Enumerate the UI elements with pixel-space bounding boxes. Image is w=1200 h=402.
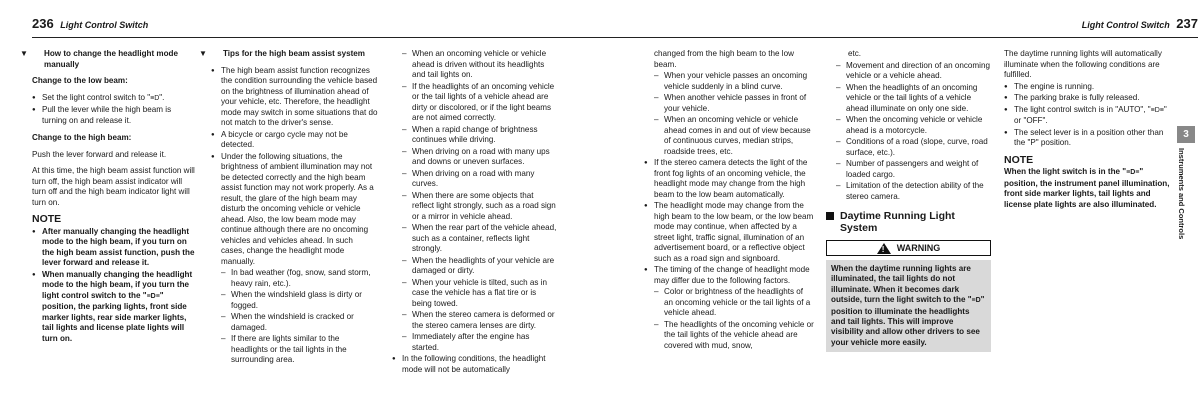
list-item: ● The timing of the change of headlight mode may differ due to the following factors. xyxy=(644,265,814,286)
right-col-1 xyxy=(644,49,814,352)
manual-mode-heading: ▼ How to change the headlight mode manually xyxy=(20,49,179,69)
low-beam-heading: Change to the low beam: xyxy=(32,76,128,85)
list-item: – The headlights of the oncoming vehicle or the tail lights of the vehicle ahead are covered with mud, snow, xyxy=(652,320,814,352)
list-item: – If there are lights similar to the headlights or the tail lights in the surrounding area. xyxy=(219,334,378,366)
factor-dash-list xyxy=(652,287,814,351)
list-item: ● In the following conditions, the headlight mode will not be automatically xyxy=(392,354,557,375)
list-item: – Movement and direction of an oncoming vehicle or a vehicle ahead. xyxy=(834,61,991,82)
list-item: – Limitation of the detection ability of the stereo camera. xyxy=(834,181,991,202)
square-bullet-icon xyxy=(826,212,834,220)
left-page-number: 236 xyxy=(32,16,54,31)
note-title: NOTE xyxy=(1004,153,1034,166)
list-item: ● After manually changing the headlight mode to the high beam, if you turn on the high beam assist function, push the lever forward and release it. xyxy=(32,227,196,269)
list-item: – When a rapid change of brightness continues while driving. xyxy=(400,125,557,146)
drl-intro: The daytime running lights will automatically illuminate when the following conditions are fulfilled. xyxy=(1004,49,1162,79)
list-item: ● The parking brake is fully released. xyxy=(1004,93,1172,104)
list-item: – When another vehicle passes in front of your vehicle. xyxy=(652,93,814,114)
note-text: When the light switch is in the "≡D≡" position, the instrument panel illumination, front side marker lights, tail lights and license plate lights are also illuminated. xyxy=(1004,167,1170,209)
list-item: ● The select lever is in a position other than the "P" position. xyxy=(1004,128,1172,149)
left-header xyxy=(32,16,148,34)
list-item: – When the stereo camera is deformed or the stereo camera lenses are dirty. xyxy=(400,310,557,331)
tips-heading: ▼ Tips for the high beam assist system xyxy=(199,49,365,58)
parking-light-icon: ≡D≡ xyxy=(146,292,160,300)
note-list xyxy=(32,227,196,345)
list-item: – When the windshield is cracked or damaged. xyxy=(219,312,378,333)
list-item: ● If the stereo camera detects the light of the front fog lights of an oncoming vehicle, the headlight mode may change from the high beam to the low beam automatically. xyxy=(644,158,814,200)
left-col-2 xyxy=(199,49,378,367)
list-item: – Conditions of a road (slope, curve, road surface, etc.). xyxy=(834,137,991,158)
right-page xyxy=(600,0,1200,402)
list-item: – Immediately after the engine has started. xyxy=(400,332,557,353)
left-col-3 xyxy=(392,49,557,376)
headlight-bullet-list xyxy=(644,158,814,286)
pass-dash-list xyxy=(652,71,814,157)
list-item: – When driving on a road with many ups and downs or uneven surfaces. xyxy=(400,147,557,168)
conditions-bullet-list xyxy=(392,354,557,375)
tips-dash-list xyxy=(219,268,378,366)
list-item: ● Set the light control switch to "≡D". xyxy=(32,93,196,105)
triangle-icon: ▼ xyxy=(199,49,208,58)
list-item: – When the windshield glass is dirty or fogged. xyxy=(219,290,378,311)
list-item: ● When manually changing the headlight mode to the high beam, if you turn the light control switch to the "≡D≡" position, the parking lights, front side marker lights, rear side marker lights, tail lights and license plate lights will turn on. xyxy=(32,270,196,345)
list-item: – When an oncoming vehicle or vehicle ahead comes in and out of view because of continuous curves, median strips, roadside trees, etc. xyxy=(652,115,814,157)
parking-light-icon: ≡D≡ xyxy=(1126,169,1140,176)
headlight-icon: ≡D xyxy=(971,297,981,305)
list-item: ● A bicycle or cargo cycle may not be detected. xyxy=(211,130,378,151)
list-item: – When your vehicle is tilted, such as in case the vehicle has a flat tire or is being towed. xyxy=(400,278,557,310)
right-header-rule xyxy=(600,37,1198,38)
list-item: ● The engine is running. xyxy=(1004,82,1172,93)
list-item: – When your vehicle passes an oncoming vehicle suddenly in a blind curve. xyxy=(652,71,814,92)
factor-dash-list-2 xyxy=(834,61,991,203)
right-page-number: 237 xyxy=(1176,16,1198,31)
chapter-tab: 3 xyxy=(1177,126,1195,143)
headlight-icon: ≡D xyxy=(150,94,160,102)
note-title: NOTE xyxy=(32,213,62,225)
continued-etc: etc. xyxy=(848,49,862,58)
low-beam-list xyxy=(32,93,196,127)
high-beam-text: Push the lever forward and release it. xyxy=(32,149,167,159)
left-running-title: Light Control Switch xyxy=(60,20,149,30)
list-item: – When driving on a road with many curves. xyxy=(400,169,557,190)
warning-header: ! WARNING xyxy=(826,240,991,256)
right-col-2 xyxy=(826,49,991,352)
list-item: – In bad weather (fog, snow, sand storm, heavy rain, etc.). xyxy=(219,268,378,289)
triangle-icon: ▼ xyxy=(20,49,29,58)
assist-paragraph: At this time, the high beam assist function will turn off, the high beam assist indicator will turn off and the high beam indicator light will turn on. xyxy=(32,166,195,207)
left-header-rule xyxy=(32,37,600,38)
list-item: – When the headlights of your vehicle are damaged or dirty. xyxy=(400,256,557,277)
right-header xyxy=(1082,16,1198,34)
section-title: Daytime Running Light System xyxy=(826,210,991,234)
warning-icon: ! xyxy=(877,243,891,254)
list-item: – When the rear part of the vehicle ahead, such as a container, reflects light strongly. xyxy=(400,223,557,255)
list-item: ● Under the following situations, the brightness of ambient illumination may not be detected correctly and the high beam assist function may not work properly. As a result, the glare of the high beam may disturb the oncoming vehicle or vehicle ahead. Also, the low beam mode may continue although there are no oncoming vehicles and vehicles ahead. In such cases, change the headlight mode manually. xyxy=(211,152,378,268)
list-item: – When the oncoming vehicle or vehicle ahead is a motorcycle. xyxy=(834,115,991,136)
list-item: ● Pull the lever while the high beam is turning on and release it. xyxy=(32,105,196,126)
drl-conditions-list xyxy=(1004,82,1172,149)
list-item: ● The high beam assist function recognizes the condition surrounding the vehicle based on the brightness of illumination ahead of your vehicle, etc. Therefore, the headlight mode may switch in some situations that do not match to the driver's sense. xyxy=(211,66,378,129)
right-running-title: Light Control Switch xyxy=(1081,20,1170,30)
high-beam-heading: Change to the high beam: xyxy=(32,133,132,142)
continued-text: changed from the high beam to the low beam. xyxy=(654,49,794,69)
tips-list xyxy=(211,66,378,268)
list-item: – If the headlights of an oncoming vehicle or the tail lights of a vehicle ahead are dirty or discolored, or if the light beams are not aimed correctly. xyxy=(400,82,557,124)
list-item: – When an oncoming vehicle or vehicle ahead is driven without its headlights and tail lights on. xyxy=(400,49,557,81)
list-item: – Color or brightness of the headlights of an oncoming vehicle or the tail lights of a vehicle ahead. xyxy=(652,287,814,319)
right-col-3 xyxy=(1004,49,1172,216)
list-item: ● The headlight mode may change from the high beam to the low beam, or the low beam mode may continue, when affected by a street light, traffic signal, illumination of an advertisement board, or a reflective object such as a road sign and signboard. xyxy=(644,201,814,264)
list-item: ● The light control switch is in "AUTO", "≡D≡" or "OFF". xyxy=(1004,105,1172,127)
list-item: – When there are some objects that reflect light strongly, such as a road sign or a mirror in vehicle ahead. xyxy=(400,191,557,223)
list-item: – When the headlights of an oncoming vehicle or the tail lights of a vehicle ahead illuminate on only one side. xyxy=(834,83,991,115)
warning-box: When the daytime running lights are illuminated, the tail lights do not illuminate. When it becomes dark outside, turn the light switch to the "≡D" position to illuminate the headlights and tail lights. This will improve visibility and allow other drivers to see your vehicle more easily. xyxy=(826,260,991,352)
parking-light-icon: ≡D≡ xyxy=(1150,106,1164,114)
conditions-dash-list xyxy=(400,49,557,353)
chapter-side-label: Instruments and Controls xyxy=(1177,148,1186,240)
list-item: – Number of passengers and weight of loaded cargo. xyxy=(834,159,991,180)
left-col-1 xyxy=(20,49,196,345)
